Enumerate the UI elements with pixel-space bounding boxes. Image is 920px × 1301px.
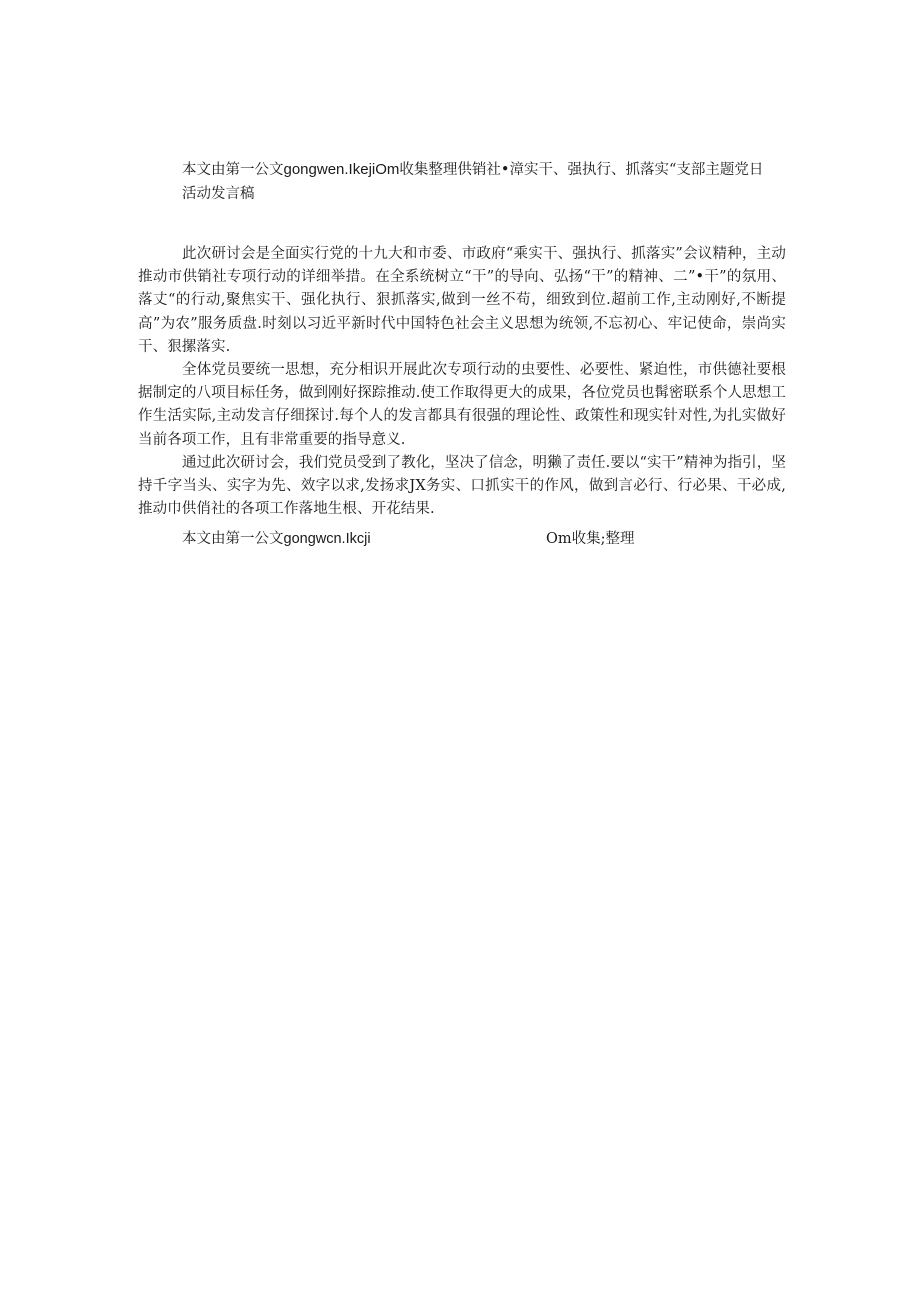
paragraph-3: 通过此次研讨会，我们党员受到了教化，坚决了信念，明獭了责任.要以“实干”精神为指引，坚持千字当头、实字为先、效字以求,发扬求JX务实、口抓实干的作风，做到言必行、行必果、干必成,推动巾供俏社的各项工作落地生根、开花结果. <box>138 454 786 518</box>
header-site: gongwen.IkejiOm <box>283 161 400 178</box>
paragraph-1: 此次研讨会是全面实行党的十九大和市委、市政府“乘实干、强执行、抓落实”会议精种，主动推动市供销社专项行动的详细举措。在全系统树立“干”的导向、弘扬“干”的精神、二”•干”的氛用、落丈“的行动,聚焦实干、强化执行、狠抓落实,做到一丝不苟，细致到位.超前工作,主动刚好,不断提高”为农”服务质盘.时刻以习近平新时代中国特色社会主义思想为统领,不忘初心、牢记使命，崇尚实干、狠摞落实. <box>138 246 786 355</box>
header-line <box>138 158 786 182</box>
paragraph-2: 全体党员要统一思想，充分相识开展此次专项行动的虫要性、必要性、紧迫性，市供德社要根据制定的八项目标任务，做到刚好探踪推动.使工作取得更大的成果，各位党员也髯密联系个人思想工作生活实际,主动发言仔细探讨.每个人的发言都具有很强的理论性、政策性和现实针对性,为扎实做好当前各项工作，且有非常重要的指导意义. <box>138 362 786 448</box>
footer-line <box>138 527 786 551</box>
footer-prefix: 本文由第一公文 <box>182 531 284 548</box>
header-prefix: 本文由第一公文 <box>182 162 284 178</box>
header-suffix: 收集整理供销社•漳实干、强执行、抓落实“支部主题党日 <box>399 162 764 178</box>
footer-part-b: Om收集;整理 <box>546 531 635 548</box>
document-body <box>138 158 786 551</box>
header-title-line2: 活动发言稿 <box>182 186 255 202</box>
footer-part-a <box>182 527 371 551</box>
spacer <box>138 206 786 243</box>
footer-site: gongwcn.Ikcji <box>283 531 371 548</box>
